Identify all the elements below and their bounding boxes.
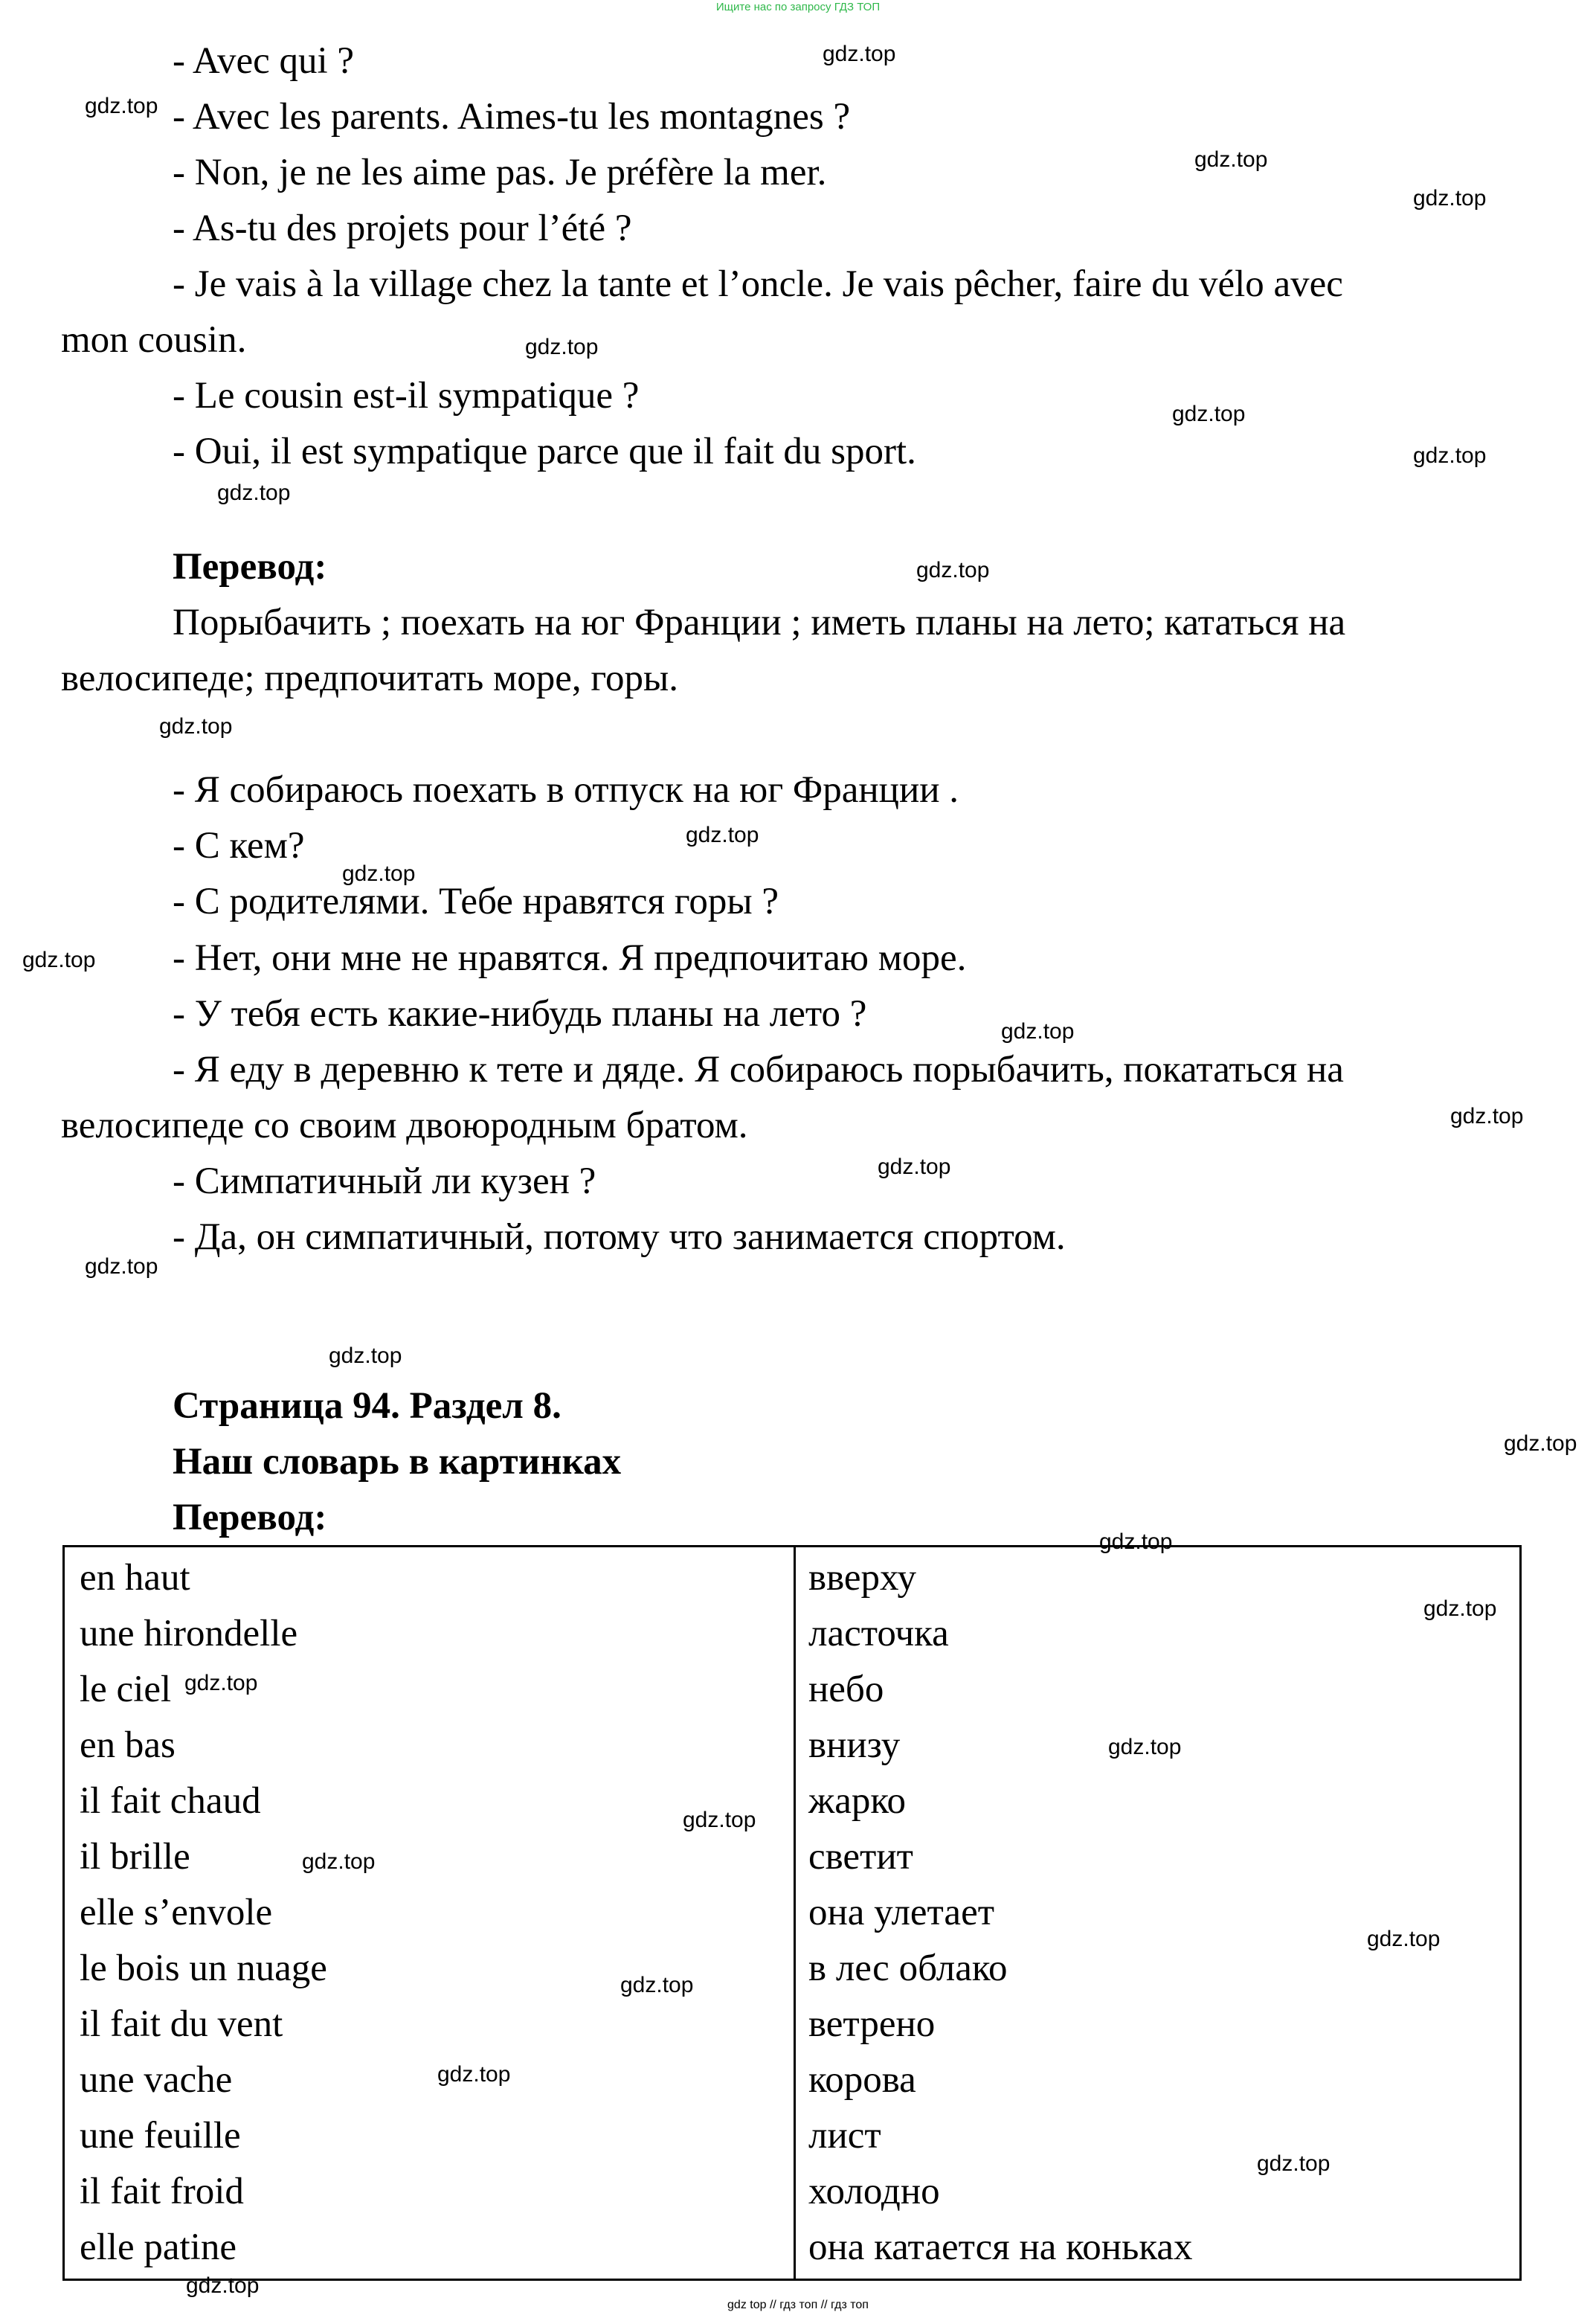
watermark: gdz.top [342, 861, 416, 886]
vocab-fr-cell: elle s’envole [80, 1892, 273, 1933]
watermark: gdz.top [620, 1973, 694, 1997]
vocab-ru-cell: в лес облако [808, 1948, 1008, 1989]
dialogue-ru-line: - С родителями. Тебе нравятся горы ? [173, 881, 779, 922]
vocab-ru-cell: она улетает [808, 1892, 994, 1933]
vocab-fr-cell: une vache [80, 2059, 233, 2101]
vocab-ru-cell: холодно [808, 2171, 940, 2212]
watermark: gdz.top [878, 1155, 951, 1179]
dialogue-fr-line: - As-tu des projets pour l’été ? [173, 208, 632, 249]
watermark: gdz.top [159, 714, 233, 739]
vocab-fr-cell: il fait froid [80, 2171, 244, 2212]
dialogue-fr-line: - Avec qui ? [173, 40, 355, 82]
vocab-fr-cell: il fait du vent [80, 2003, 283, 2045]
bottom-footer: gdz top // гдз топ // гдз топ [727, 2299, 869, 2311]
watermark: gdz.top [217, 481, 291, 505]
vocab-ru-cell: внизу [808, 1724, 901, 1766]
watermark: gdz.top [302, 1849, 376, 1874]
watermark: gdz.top [1413, 186, 1487, 211]
dialogue-ru-line: - Да, он симпатичный, потому что занимается спортом. [173, 1216, 1066, 1258]
watermark: gdz.top [85, 1254, 158, 1279]
watermark: gdz.top [184, 1671, 258, 1695]
watermark: gdz.top [22, 948, 96, 972]
vocab-ru-cell: она катается на коньках [808, 2226, 1193, 2268]
vocab-fr-cell: en bas [80, 1724, 176, 1766]
vocab-ru-cell: светит [808, 1836, 913, 1878]
watermark: gdz.top [1423, 1596, 1497, 1621]
vocab-ru-cell: ветрено [808, 2003, 936, 2045]
dialogue-fr-line: mon cousin. [61, 319, 247, 361]
vocab-fr-cell: une hirondelle [80, 1613, 298, 1654]
translation-words-line: Порыбачить ; поехать на юг Франции ; иметь планы на лето; кататься на [173, 602, 1346, 643]
translation-heading: Перевод: [173, 546, 327, 588]
watermark: gdz.top [437, 2062, 511, 2087]
watermark: gdz.top [1194, 147, 1268, 172]
vocab-ru-cell: вверху [808, 1557, 917, 1599]
table-divider [794, 1547, 796, 2279]
watermark: gdz.top [686, 823, 759, 847]
dialogue-ru-line: - У тебя есть какие-нибудь планы на лето ? [173, 993, 867, 1035]
watermark: gdz.top [683, 1808, 756, 1832]
dialogue-fr-line: - Non, je ne les aime pas. Je préfère la mer. [173, 152, 827, 193]
vocab-fr-cell: le bois un nuage [80, 1948, 327, 1989]
vocab-ru-cell: лист [808, 2115, 881, 2157]
vocab-ru-cell: небо [808, 1669, 884, 1710]
watermark: gdz.top [1504, 1431, 1577, 1456]
watermark: gdz.top [1108, 1735, 1182, 1759]
watermark: gdz.top [1367, 1927, 1441, 1951]
vocab-fr-cell: une feuille [80, 2115, 241, 2157]
vocab-ru-cell: корова [808, 2059, 916, 2101]
dialogue-fr-line: - Je vais à la village chez la tante et l’oncle. Je vais pêcher, faire du vélo avec [173, 263, 1343, 305]
watermark: gdz.top [1450, 1104, 1524, 1128]
vocab-fr-cell: en haut [80, 1557, 190, 1599]
vocab-ru-cell: жарко [808, 1780, 907, 1822]
top-banner: Ищите нас по запросу ГДЗ ТОП [715, 1, 881, 13]
translation-words-line: велосипеде; предпочитать море, горы. [61, 658, 679, 699]
watermark: gdz.top [823, 42, 896, 66]
vocab-fr-cell: il fait chaud [80, 1780, 261, 1822]
watermark: gdz.top [329, 1343, 402, 1368]
watermark: gdz.top [1413, 443, 1487, 468]
watermark: gdz.top [1257, 2151, 1330, 2176]
dialogue-ru-line: - Симпатичный ли кузен ? [173, 1160, 596, 1202]
watermark: gdz.top [916, 558, 990, 582]
dialogue-ru-line: - Я собираюсь поехать в отпуск на юг Франции . [173, 769, 959, 811]
vocab-fr-cell: le ciel [80, 1669, 172, 1710]
vocab-fr-cell: elle patine [80, 2226, 236, 2268]
vocab-ru-cell: ласточка [808, 1613, 949, 1654]
watermark: gdz.top [1099, 1529, 1173, 1554]
watermark: gdz.top [186, 2273, 260, 2298]
watermark: gdz.top [525, 335, 599, 359]
dialogue-fr-line: - Avec les parents. Aimes-tu les montagnes ? [173, 96, 851, 138]
watermark: gdz.top [85, 94, 158, 118]
dialogue-fr-line: - Le cousin est-il sympatique ? [173, 375, 640, 417]
dialogue-ru-line: - Нет, они мне не нравятся. Я предпочитаю море. [173, 937, 967, 979]
watermark: gdz.top [1001, 1019, 1075, 1044]
dialogue-fr-line: - Oui, il est sympatique parce que il fait du sport. [173, 431, 916, 472]
section-subtitle: Наш словарь в картинках [173, 1441, 622, 1483]
watermark: gdz.top [1172, 402, 1246, 426]
dialogue-ru-line: велосипеде со своим двоюродным братом. [61, 1105, 748, 1146]
page-title: Страница 94. Раздел 8. [173, 1385, 562, 1427]
vocab-fr-cell: il brille [80, 1836, 190, 1878]
dialogue-ru-line: - Я еду в деревню к тете и дяде. Я собираюсь порыбачить, покататься на [173, 1049, 1344, 1091]
dialogue-ru-line: - С кем? [173, 825, 305, 867]
section-translation-heading: Перевод: [173, 1497, 327, 1538]
